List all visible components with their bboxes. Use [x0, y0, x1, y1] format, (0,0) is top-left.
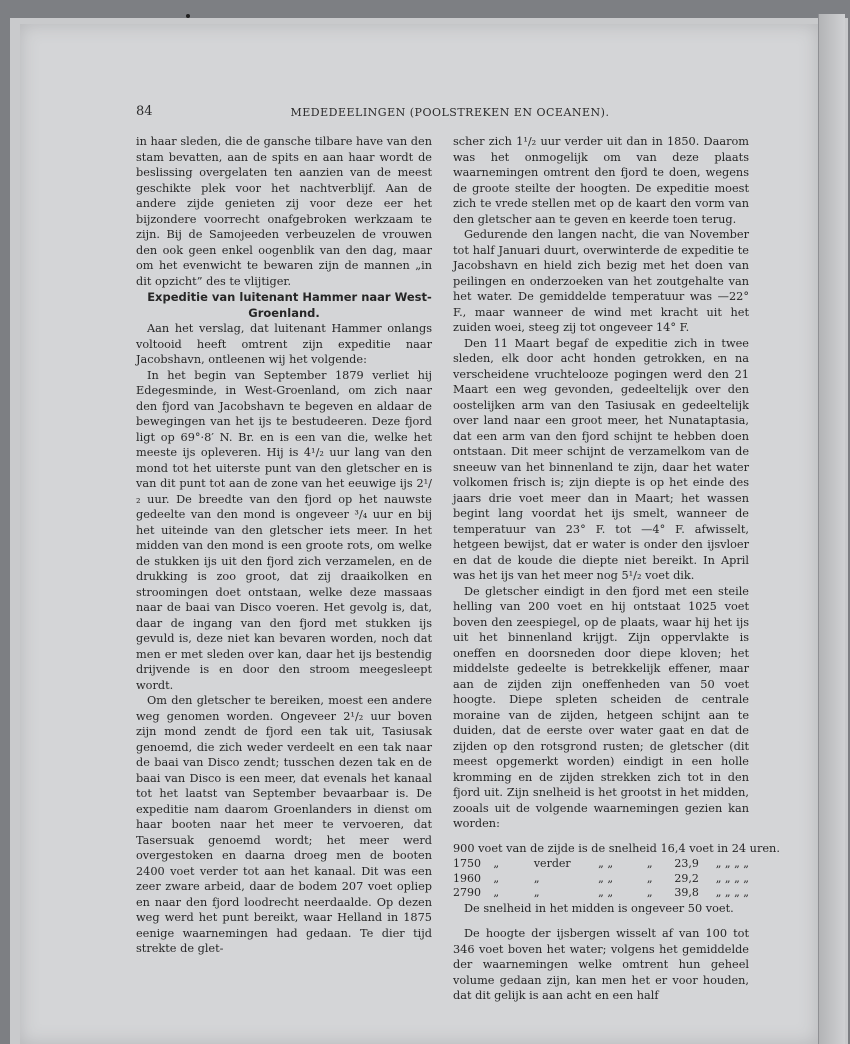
paragraph: In het begin van September 1879 verliet hij Edegesminde, in West-Groenland, om zich naar den fjord van Jacobshavn te begeven en aldaar de bewegingen van het ijs te bestudeeren. Deze fjord ligt op 69°·8′ N. Br. en is een van die, welke het meeste ijs opleveren. Hij is 4¹/₂ uur lang van den mond tot het uiterste punt van den gletscher en is van dit punt tot aan de zone van het eeuwige ijs 2¹/₂ uur. De breedte van den fjord op het nauwste gedeelte van den mond is ongeveer ³/₄ uur en bij het uiteinde van den gletscher iets meer. In het midden van den mond is een groote rots, om welke de stukken ijs uit den fjord zich verzamelen, en de drukking is zoo groot, dat zij draaikolken en stroomingen doet ontstaan, welke deze massaas naar de baai van Disco voeren. Het gevolg is, dat, daar de ingang van den fjord met stukken ijs gevuld is, deze niet kan bevaren worden, noch dat men er met sleden over kan, daar het ijs bestendig drijvende is en door den stroom meegesleept wordt. — [136, 368, 432, 692]
page-mark — [186, 14, 190, 18]
running-title: MEDEDEELINGEN (POOLSTREKEN EN OCEANEN). — [290, 106, 610, 119]
table-cell: 29,2 — [674, 871, 699, 885]
table-cell: 39,8 — [674, 886, 699, 899]
left-column — [136, 134, 432, 957]
table-cell: verder — [533, 857, 571, 870]
table-cell: „ „ — [598, 871, 614, 885]
paragraph: De hoogte der ijsbergen wisselt af van 100 tot 346 voet boven het water; volgens het gemiddelde der waarnemingen welke omtrent hun geheel volume gedaan zijn, kan men het er voor houden, dat dit gelijk is aan acht en een half — [453, 927, 749, 1002]
paragraph: scher zich 1¹/₂ uur verder uit dan in 1850. Daarom was het onmogelijk om van deze plaats waarnemingen omtrent den fjord te doen, wegens de groote steilte der hoogten. De expeditie moest zich te vrede stellen met op de kaart den vorm van den gletscher aan te geven en keerde toen terug. — [453, 135, 749, 226]
table-row — [453, 857, 749, 872]
table-row: 900 voet van de zijde is de snelheid 16,4 voet in 24 uren. — [453, 841, 780, 855]
table-cell: 2790 — [453, 886, 481, 899]
table-cell: „ „ „ „ — [715, 857, 750, 870]
table-cell: „ — [646, 857, 653, 870]
paragraph: De gletscher eindigt in den fjord met een steile helling van 200 voet en hij ontstaat 1025 voet boven den zeespiegel, op de plaats, waar hij het ijs uit het binnenland krijgt. Zijn oppervlakte is oneffen en doorsneden door diepe kloven; het middelste gedeelte is betrekkelijk effener, maar aan de zijden zijn oneffenheden van 50 voet hoogte. Diepe spleten scheiden de centrale moraine van de zijden, hetgeen schijnt aan te duiden, dat de eerste over water gaat en dat de zijden op den rotsgrond rusten; de gletscher (dit meest opgemerkt worden) eindigt in een holle kromming en de zijden strekken zich tot in den fjord uit. Zijn snelheid is het grootst in het midden, zooals uit de volgende waarnemingen gezien kan worden: — [453, 584, 749, 830]
paragraph: Aan het verslag, dat luitenant Hammer onlangs voltooid heeft omtrent zijn expeditie naar Jacobshavn, ontleenen wij het volgende: — [136, 322, 432, 366]
paragraph: Den 11 Maart begaf de expeditie zich in twee sleden, elk door acht honden getrokken, en na verscheidene vruchtelooze pogingen werd den 21 Maart een weg gevonden, gedeeltelijk over den oostelijken arm van den Tasiusak en gedeeltelijk over land naar een groot meer, het Nunataptasia, dat een arm van den fjord schijnt te hebben doen ontstaan. Dit meer schijnt de verzamelkom van de sneeuw van het binnenland te zijn, daar het water volkomen frisch is; zijn diepte is op het einde des jaars drie voet meer dan in Maart; het wassen begint lang voordat het ijs smelt, wanneer de temperatuur van 23° F. tot —4° F. afwisselt, hetgeen bewijst, dat er water is onder den ijsvloer en dat de koude die diepte niet bereikt. In April was het ijs van het meer nog 5¹/₂ voet dik. — [453, 336, 749, 582]
table-cell: „ „ — [598, 886, 614, 899]
table-cell: 1960 — [453, 871, 481, 885]
table-cell: „ — [493, 857, 500, 870]
table-cell: „ — [493, 886, 500, 899]
table-row — [453, 872, 749, 887]
table-cell: 23,9 — [674, 857, 699, 870]
right-column — [453, 134, 780, 1004]
paragraph: Om den gletscher te bereiken, moest een andere weg genomen worden. Ongeveer 2¹/₂ uur boven zijn mond zendt de fjord een tak uit, Tasiusak genoemd, die zich weder verdeelt en een tak naar de baai van Disco zendt; tusschen dezen tak en de baai van Disco is een meer, dat evenals het kanaal tot het laatst van September bevaarbaar is. De expeditie nam daarom Groenlanders in dienst om haar booten naar het meer te vervoeren, dat Tasersuak genoemd wordt; het meer werd overgestoken en daarna droeg men de booten 2400 voet verder tot aan het kanaal. Dit was een zeer zware arbeid, daar de bodem 207 voet opliep en naar den fjord loodrecht neerdaalde. Op dezen weg werd het punt bereikt, waar Helland in 1875 eenige waarnemingen had gedaan. Te dier tijd strekte de glet- — [136, 694, 432, 955]
page-number: 84 — [136, 104, 153, 119]
table-cell: „ „ „ „ — [715, 886, 750, 899]
table-summary: De snelheid in het midden is ongeveer 50 voet. — [464, 901, 734, 915]
table-row — [453, 886, 749, 901]
table-cell: „ — [646, 886, 653, 899]
paragraph: in haar sleden, die de gansche tilbare have van den stam bevatten, aan de spits en aan haar wordt de beslissing overgelaten ten aanzien van de meest geschikte plek voor het nachtverblijf. Aan de andere zijde genieten zij voor deze eer het bijzondere voorrecht onafgebroken werkzaam te zijn. Bij de Samojeeden verbeuzelen de vrouwen den ook geen enkel oogenblik van den dag, maar om het evenwicht te bewaren zijn de mannen „in dit opzicht” des te vlijtiger. — [136, 135, 432, 288]
table-cell: 1750 — [453, 857, 481, 870]
table-cell: „ — [646, 871, 653, 885]
table-cell: „ — [533, 871, 540, 885]
table-cell: „ „ — [598, 857, 614, 870]
table-cell: „ — [493, 871, 500, 885]
table-cell: „ — [533, 886, 540, 899]
paragraph: Gedurende den langen nacht, die van November tot half Januari duurt, overwinterde de expeditie te Jacobshavn en hield zich bezig met het doen van peilingen en onderzoeken van het zoutgehalte van het water. De gemiddelde temperatuur was —22° F., maar wanneer de wind met kracht uit het zuiden woei, steeg zij tot ongeveer 14° F. — [453, 228, 749, 334]
section-heading: Expeditie van luitenant Hammer naar West-Groenland. — [147, 290, 432, 320]
velocity-table — [453, 841, 780, 917]
page-header — [136, 104, 764, 122]
next-page-edge — [818, 14, 845, 1044]
table-cell: „ „ „ „ — [715, 871, 750, 885]
